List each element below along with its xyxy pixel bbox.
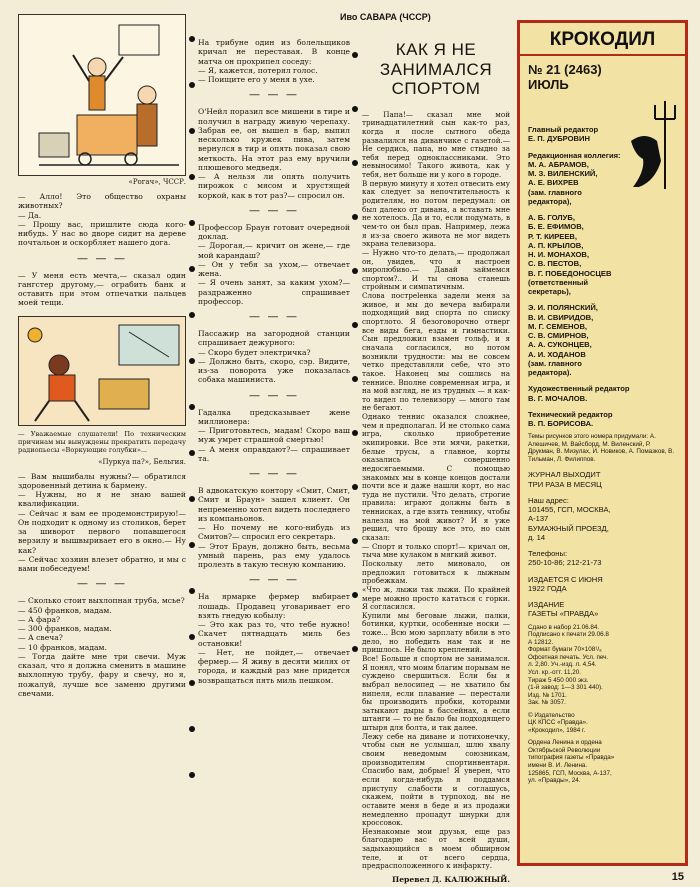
bullet-dot: [352, 646, 358, 652]
bullet-dot: [189, 174, 195, 180]
bullet-dot: [352, 106, 358, 112]
editorial-board-3: Э. И. ПОЛЯНСКИЙ, В. И. СВИРИДОВ, М. Г. СЕМЕНОВ, С. В. СМИРНОВ, А. А. СУКОНЦЕВ, А. И. ХОДАНОВ (зам. главного редактора).: [528, 303, 598, 377]
cartoon-themes-credit: Темы рисунков этого номера придумали: А. Алешичев, М. Вайсборд, М. Виленский, Р. Друкман, В. Мизулах, И. Новиков, А. Помазков, В. Тильман, Л. Филиппов.: [528, 433, 675, 463]
bullet-dot: [189, 266, 195, 272]
bullet-dot: [189, 312, 195, 318]
bullet-dot: [352, 376, 358, 382]
joke-gangster: — У меня есть мечта,— сказал один гангстер другому,— ограбить банк и оставить при этом отпечатки пальцев моей тещи.: [18, 270, 186, 308]
bullet-dot: [189, 634, 195, 640]
bullet-dot: [352, 322, 358, 328]
story-paragraph: Незнакомые мои друзья, еще раз благодарю вас от всей души, задыхающийся в моем обширном теле, и от всего сердца, предрасположенного к инфаркту.: [362, 826, 510, 871]
divider: — — —: [249, 573, 299, 587]
story-paragraph: Поскольку лето миновало, он предложил готовиться к лыжным пробежкам.: [362, 558, 510, 586]
bullet-dot: [189, 128, 195, 134]
art-editor: Художественный редактор В. Г. МОЧАЛОВ.: [528, 384, 630, 403]
bullet-dot: [352, 430, 358, 436]
story-paragraph: Все! Больше я спортом не занимался. Я понял, что моим благим порывам не суждено свершиться. Если бы я выбрал велосипед — не хватило бы нипеля, если плавание — перестали бы производить пробки, которыми затыкают дыры в бассейнах, а если штанги — то не было бы подходящего штыря для болта, и так далее.: [362, 654, 510, 733]
story-paragraph: В первую минуту я хотел отвесить ему как следует за непочтительность к родителям, но потом передумал: он был далеко от дивана, а вставать мне не хотелось. Да и то, если подумать, в чем-то он был прав. Например, лежа я из-за своего живота не мог видеть экрана телевизора.: [362, 178, 510, 249]
joke-shooting-range: О'Нейл поразил все мишени в тире и получил в награду живую черепаху. Забрав ее, он вышел в бар, выпил несколько кружек пива, затем вернулся в тир и опять показал свою меткость. На этот раз ему вручили плюшевого медведя. — А нельзя ли опять получить пирожок с мясом и хрустящей коркой, как в тот раз?— спросил он.: [198, 107, 350, 200]
joke-law-firm: В адвокатскую контору «Смит, Смит, Смит и Браун» зашел клиент. Он непременно хотел видеть последнего из компаньонов. — Но почему не кого-нибудь из Смитов?— спросил его секретарь. — Этот Браун, должно быть, весьма умный парень, раз ему удалось пролезть в такую тесную компанию.: [198, 486, 350, 569]
divider: — — —: [77, 251, 127, 265]
issue-number: № 21 (2463): [528, 62, 602, 77]
divider: — — —: [249, 310, 299, 323]
phone-numbers: Телефоны: 250-10-86; 212-21-73: [528, 549, 602, 568]
dot-separators-right: [352, 52, 358, 700]
bullet-dot: [352, 484, 358, 490]
bullet-dot: [189, 36, 195, 42]
bullet-dot: [189, 542, 195, 548]
bullet-dot: [189, 680, 195, 686]
joke-train: Пассажир на загородной станции спрашивает дежурного: — Скоро будет электричка? — Должно быть, скоро, сэр. Видите, из-за поворота уже показалась собака машиниста.: [198, 329, 350, 385]
publisher: ИЗДАНИЕ ГАЗЕТЫ «ПРАВДА»: [528, 600, 599, 619]
bullet-dot: [352, 214, 358, 220]
cartoon1-caption: «Рогач», ЧССР.: [128, 178, 186, 186]
divider: — — —: [249, 388, 299, 402]
bullet-dot: [352, 52, 358, 58]
story-paragraph: Лежу себе на диване и потихонечку, чтобы сын не услышал, шлю хвалу своим неведомым союзникам, производителям спортинвентаря. Спасибо вам, добрые! Я уверен, что если когда-нибудь я поддамся приступу слабости и соглашусь, скажем, пойти в турпоход, вы не оставите меня в беде и из продажи немедленно пропадут шнурки для кроссовок.: [362, 731, 510, 828]
crocodile-pitchfork-icon: [625, 101, 679, 191]
story-paragraph: Однако теннис оказался сложнее, чем я предполагал. И не столько сама игра, сколько приобретение экипировки. Все эти мячи, ракетки, белые трусы, а главное, корты оказались совершенно недосягаемыми. С помощью знакомых мы в конце концов достали почти все и даже нашли корт, но нас туда не пустили. Что делать, строгие правила: играют должны быть в теннисках, а где взять теннику, чтобы налезла на мой живот? И я уже решил, что брошу все это, но сын сказал:: [362, 412, 510, 543]
postal-address: Наш адрес: 101455, ГСП, МОСКВА, А-137 БУМАЖНЫЙ ПРОЕЗД, д. 14: [528, 495, 611, 542]
printer-info: Ордена Ленина и ордена Октябрьской Революции типография газеты «Правда» имени В. И. Ленина. 125865, ГСП, Москва, А-137, ул. «Правды», 24.: [528, 739, 615, 785]
cartoon2-caption: «Пуркуа па?», Бельгия.: [98, 457, 186, 466]
bullet-dot: [189, 82, 195, 88]
translator-credit: Перевел Д. КАЛЮЖНЫЙ.: [392, 875, 510, 885]
bullet-dot: [352, 268, 358, 274]
bullet-dot: [189, 220, 195, 226]
bullet-dot: [352, 592, 358, 598]
bullet-dot: [352, 160, 358, 166]
masthead-sidebar: [517, 20, 688, 866]
story-column: [362, 20, 510, 885]
middle-column: [198, 38, 350, 858]
published-since: ИЗДАЕТСЯ С ИЮНЯ 1922 ГОДА: [528, 574, 603, 593]
bullet-dot: [189, 450, 195, 456]
print-info: Сдано в набор 21.06.84. Подписано к печати 29.06.8 А 12812. Формат бумаги 70×108¹/₈ Офсетная печать. Усл. печ. л. 2,80. Уч.-изд. л. 4,54. Усл. кр.-отт. 11,20. Тираж 5 450 000 экз. (1-й завод: 1—3 301 440). Изд. № 1701. Зак. № 3057.: [528, 623, 609, 707]
divider: — — —: [249, 467, 299, 480]
editorial-board: Редакционная коллегия: М. А. АБРАМОВ, М. З. ВИЛЕНСКИЙ, А. Е. ВИХРЕВ (зам. главного редактора),: [528, 150, 621, 206]
cartoon-radio: [18, 316, 186, 426]
story-paragraph: — Спорт и только спорт!— кричал он, тыча мне кулаком в мягкий живот.: [362, 541, 510, 560]
story-paragraph: — Нужно что-то делать,— продолжал он, увидев, что я настроен миролюбиво.— Давай займемся спортом?.. И ты снова станешь стройным и симпатичным.: [362, 247, 510, 292]
bullet-dot: [189, 772, 195, 778]
joke-professor: Профессор Браун готовит очередной доклад. — Дорогая,— кричит он жене,— где мой карандаш? — Он у тебя за ухом,— отвечает жена. — Я очень занят, за каким ухом?— раздраженно спрашивает профессор.: [198, 222, 350, 306]
joke-fan: На трибуне один из болельщиков кричал не переставая. В конце матча он прохрипел соседу: — Я, кажется, потерял голос. — Поищите его у меня в ухе.: [198, 38, 350, 84]
left-column: [18, 14, 186, 864]
bullet-dot: [189, 588, 195, 594]
copyright: © Издательство ЦК КПСС «Правда». «Крокодил», 1984 г.: [528, 711, 588, 734]
joke-animal-society: — Алло! Это общество охраны животных? — Да. — Прошу вас, пришлите сюда кого-нибудь. У нас во дворе сидит на дереве почтальон и оскорбляет нашего дога.: [18, 192, 186, 248]
magazine-title: КРОКОДИЛ: [520, 29, 685, 56]
bullet-dot: [189, 726, 195, 732]
chief-editor: Главный редактор Е. П. ДУБРОВИН: [528, 125, 599, 144]
editorial-board-2: А. Б. ГОЛУБ, Б. Е. ЕФИМОВ, Р. Т. КИРЕЕВ, А. П. КРЫЛОВ, Н. И. МОНАХОВ, С. В. ПЕСТОВ, В. Г. ПОБЕДОНОСЦЕВ (ответственный секретарь),: [528, 213, 612, 296]
divider: — — —: [249, 88, 299, 102]
story-paragraph: «Что ж, лыжи так лыжи. По крайней мере можно просто кататься с горки. Я согласился.: [362, 584, 510, 612]
bullet-dot: [189, 496, 195, 502]
story-paragraph: Слова пострelенка задели меня за живое, и мы до вечера выбирали подходящий вид спорта по списку спортлото. Я безоговорочно отверг все виды бега, езды и гимнастики. Сын предложил взамен гольф, и я сначала согласился, но потом возникли трудности: мы не совсем четко представляли себе, что это такое. Наконец мы сошлись на теннисе. Вполне современная игра, и на мой взгляд, не из трудных — я как-то видел по телевизору — много там не бегают.: [362, 291, 510, 413]
bullet-dot: [189, 358, 195, 364]
issue-month: ИЮЛЬ: [528, 77, 569, 92]
publication-schedule: ЖУРНАЛ ВЫХОДИТ ТРИ РАЗА В МЕСЯЦ: [528, 470, 602, 489]
joke-bouncer: — Вам вышибалы нужны?— обратился здоровенный детина к бармену. — Нужны, но я не знаю вашей квалификации. — Сейчас я вам ее продемонстрирую!— Он подходит к одному из столиков, берет за шиворот первого попавшегося верзилу и вышвыривает его в окно.— Ну как? — Сейчас хозяин влезет обратно, и мы с вами побеседуем!: [18, 471, 186, 574]
story-paragraph: — Папа!— сказал мне мой тринадцатилетний сын как-то раз, когда я после сытного обеда развалился на диванчике с газетой.— Не сердись, папа, но мне стыдно за тебя перед одноклассниками. Это невыносимо! Такого живота, как у тебя, нет больше ни у кого в городе.: [362, 109, 510, 180]
joke-farmer: На ярмарке фермер выбирает лошадь. Продавец уговаривает его взять гнедую кобылу: — Это как раз то, что тебе нужно! Скачет пятнадцать миль без остановки! — Нет, не пойдет,— отвечает фермер.— Я живу в десяти милях от города, и каждый раз мне придется возвращаться пять миль пешком.: [198, 592, 350, 685]
bullet-dot: [189, 404, 195, 410]
divider: — — —: [77, 577, 127, 591]
dot-separators-left: [189, 36, 195, 856]
bullet-dot: [352, 538, 358, 544]
story-byline: Иво САВАРА (ЧССР): [340, 12, 431, 22]
tech-editor: Технический редактор В. П. БОРИСОВА.: [528, 409, 613, 428]
joke-car-parts: — Сколько стоит выхлопная труба, мсье? — 450 франков, мадам. — А фара? — 300 франков, мадам. — А свеча? — 10 франков, мадам. — Тогда дайте мне три свечи. Муж сказал, что я должна сменить в машине выхлопную трубу, фару и свечу, но я, пожалуй, лучше все заменю другими свечами.: [18, 596, 186, 698]
divider: — — —: [249, 203, 299, 217]
story-title: КАК Я НЕ ЗАНИМАЛСЯ СПОРТОМ: [379, 40, 493, 99]
cartoon-postman: [18, 14, 186, 176]
cartoon2-text: — Уважаемые слушатели! По техническим причинам мы вынуждены прекратить передачу радиопьесы «Воркующие голубки»...: [18, 429, 186, 454]
page-number: 15: [671, 871, 684, 883]
story-paragraph: Купили мы беговые лыжи, палки, ботинки, куртки, особенные носки — тоже... Всю мою зарплату вбили в это дело, но победить нам так и не пришлось. Не было креплений.: [362, 610, 510, 655]
joke-fortune-teller: Гадалка предсказывает жене миллионера: — Приготовьтесь, мадам! Скоро ваш муж умрет страшной смертью! — А меня оправдают?— спрашивает та.: [198, 407, 350, 463]
cartoon-postman-drawing: [19, 15, 186, 175]
cartoon-radio-drawing: [19, 317, 186, 425]
